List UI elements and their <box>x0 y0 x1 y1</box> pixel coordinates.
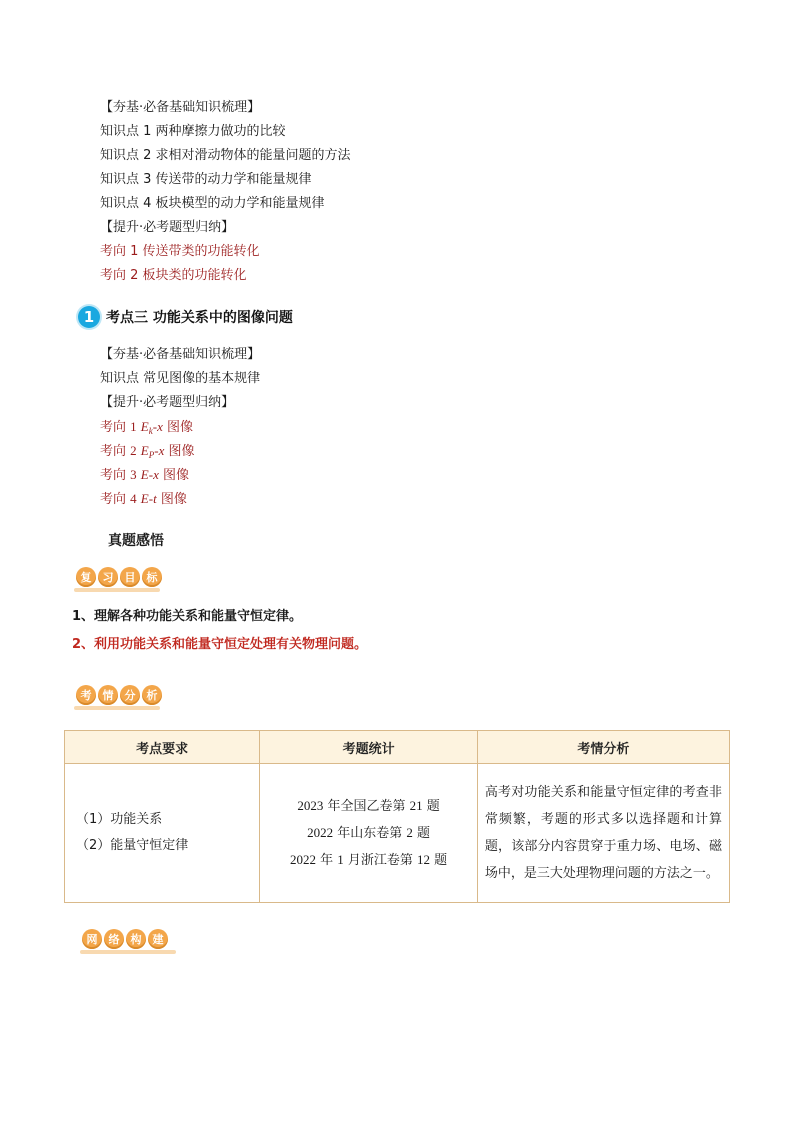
stat-line: 2022 年 1 月浙江卷第 12 题 <box>289 851 448 868</box>
graph-direction-3: 考向 3 E-x 图像 <box>100 467 189 483</box>
table-header: 考点要求 <box>65 731 260 764</box>
chip: 习 <box>98 567 118 587</box>
chips-underline <box>74 706 160 710</box>
advance-header: 【提升·必考题型归纳】 <box>100 220 235 235</box>
exam-analysis-table <box>64 730 730 903</box>
goal-1: 1、理解各种功能关系和能量守恒定律。 <box>72 609 303 624</box>
table-header: 考情分析 <box>477 731 729 764</box>
chip: 分 <box>120 685 140 705</box>
stat-line: 2022 年山东卷第 2 题 <box>307 824 431 841</box>
number-badge-icon: 1 <box>78 306 100 328</box>
advance-header-3: 【提升·必考题型归纳】 <box>100 395 235 410</box>
topic-title: 考点三 功能关系中的图像问题 <box>106 310 293 326</box>
knowledge-point-1: 知识点 1 两种摩擦力做功的比较 <box>100 124 286 139</box>
analysis-text: 高考对功能关系和能量守恒定律的考查非常频繁，考题的形式多以选择题和计算题，该部分内容贯穿于重力场、电场、磁场中，是三大处理物理问题的方法之一。 <box>484 785 722 881</box>
stats-cell <box>260 764 478 903</box>
knowledge-point-3: 知识点 3 传送带的动力学和能量规律 <box>100 172 312 187</box>
graph-direction-4: 考向 4 E-t 图像 <box>100 491 187 507</box>
topic-heading <box>78 304 293 330</box>
chip: 构 <box>126 929 146 949</box>
graph-direction-1: 考向 1 $E_k-x$ 图像 <box>100 419 193 436</box>
chip: 目 <box>120 567 140 587</box>
requirement: （2）能量守恒定律 <box>76 838 189 853</box>
requirements-cell <box>65 764 260 903</box>
chip: 考 <box>76 685 96 705</box>
table-row <box>65 764 730 903</box>
chip: 络 <box>104 929 124 949</box>
exam-analysis-banner <box>76 685 164 705</box>
analysis-cell <box>477 764 729 903</box>
chip: 建 <box>148 929 168 949</box>
basic-knowledge-header-3: 【夯基·必备基础知识梳理】 <box>100 347 261 362</box>
table-header-row <box>65 731 730 764</box>
chip: 复 <box>76 567 96 587</box>
knowledge-point: 知识点 常见图像的基本规律 <box>100 371 261 386</box>
chip: 网 <box>82 929 102 949</box>
graph-direction-2: 考向 2 $E_P-x$ 图像 <box>100 443 195 460</box>
chip: 标 <box>142 567 162 587</box>
review-goals-banner <box>76 567 164 587</box>
knowledge-point-4: 知识点 4 板块模型的动力学和能量规律 <box>100 196 325 211</box>
chips-underline <box>74 588 160 592</box>
requirement: （1）功能关系 <box>76 812 163 827</box>
goal-2: 2、利用功能关系和能量守恒定处理有关物理问题。 <box>72 637 368 652</box>
direction-1: 考向 1 传送带类的功能转化 <box>100 244 260 259</box>
chips-underline <box>80 950 176 954</box>
stat-line: 2023 年全国乙卷第 21 题 <box>297 797 440 814</box>
direction-2: 考向 2 板块类的功能转化 <box>100 268 247 283</box>
knowledge-point-2: 知识点 2 求相对滑动物体的能量问题的方法 <box>100 148 351 163</box>
chip: 析 <box>142 685 162 705</box>
basic-knowledge-header: 【夯基·必备基础知识梳理】 <box>100 100 261 115</box>
chip: 情 <box>98 685 118 705</box>
table-header: 考题统计 <box>260 731 478 764</box>
zhenti-heading: 真题感悟 <box>108 533 164 549</box>
network-banner <box>82 929 170 949</box>
